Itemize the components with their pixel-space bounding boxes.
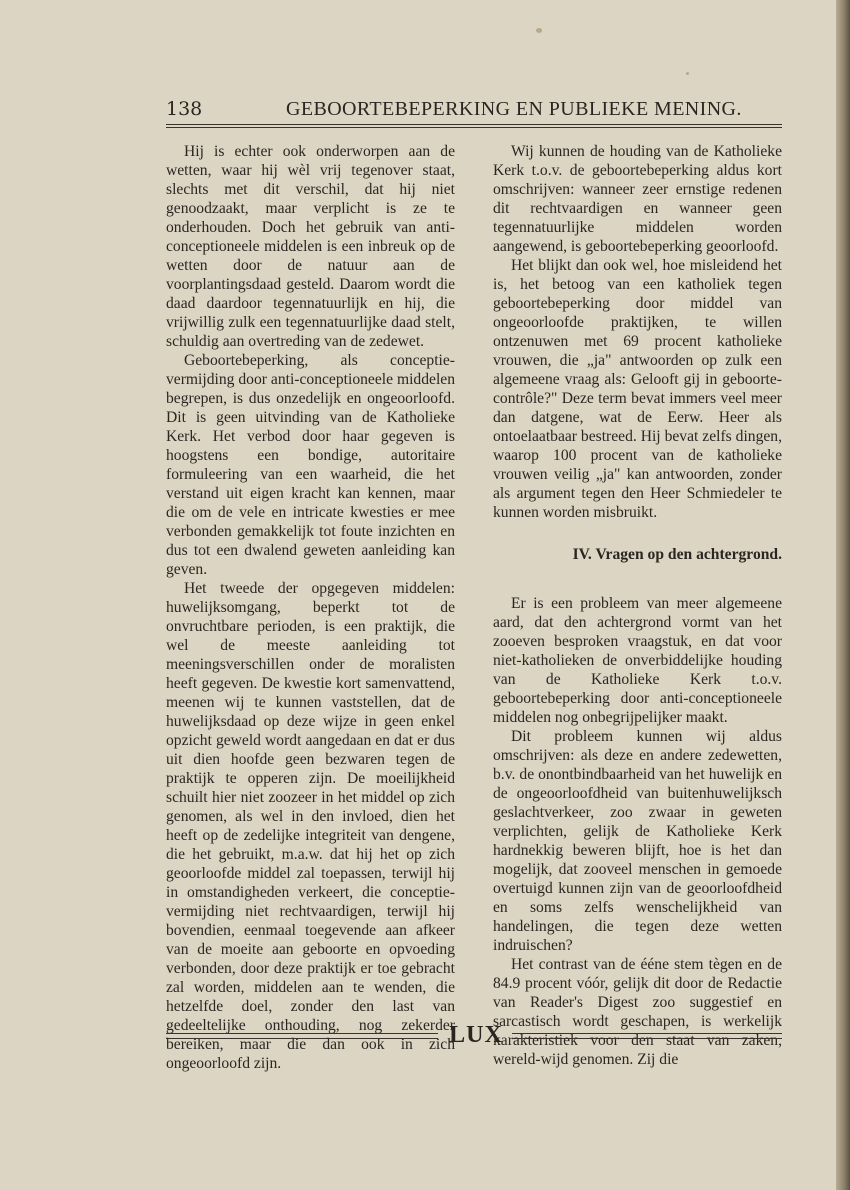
- paragraph: Het contrast van de ééne stem tègen en de 84.9 procent vóór, gelijk dit door de Redactie van Reader's Digest zoo suggestief en sarcastisch wordt geschapen, is werkelijk karakteristiek voor den staat van zaken, wereld-wijd genomen. Zij die: [493, 956, 782, 1068]
- page-footer: [166, 1022, 782, 1050]
- section-heading: IV. Vragen op den achtergrond.: [572, 546, 782, 563]
- paragraph: Er is een probleem van meer algemeene aard, dat den achtergrond vormt van het zooeven besproken vraagstuk, en dat voor niet-katholieken de onverbiddelijke houding van de Katholieke Kerk t.o.v. geboortebeperking door anti-conceptioneele middelen nog onbegrijpelijker maakt.: [493, 595, 782, 726]
- paragraph: Het tweede der opgegeven middelen: huwelijksomgang, beperkt tot de onvruchtbare perioden, is een praktijk, die wel de meeste aanleiding tot meeningsverschillen onder de moralisten heeft gegeven. De kwestie kort samenvattend, meenen wij te kunnen vaststellen, dat de huwelijksdaad op deze wijze in geen enkel opzicht geweld wordt aangedaan en dat er dus uit dien hoofde geen bezwaren tegen de praktijk te opperen zijn. De moeilijkheid schuilt hier niet zoozeer in het middel op zich genomen, als wel in den invloed, dien het heeft op de zedelijke integriteit van dengene, die het gebruikt, m.a.w. dat hij het op zich geoorloofde middel zal toepassen, terwijl hij in omstandigheden verkeert, die conceptie-vermijding niet rechtvaardigen, terwijl hij bovendien, eenmaal toegevende aan afkeer van de moeite aan geboorte en opvoeding verbonden, door deze praktijk er toe gebracht zal worden, middelen aan te wenden, die hetzelfde doel, zonder den last van gedeeltelijke onthouding, nog zekerder bereiken, maar die dan ook in zich ongeoorloofd zijn.: [166, 580, 455, 1072]
- footer-rule-right: [512, 1033, 782, 1039]
- paragraph: Dit probleem kunnen wij aldus omschrijven: als deze en andere zedewetten, b.v. de onontbindbaarheid van het huwelijk en de ongeoorloofdheid van buitenhuwelijksch geslachtverkeer, zoo zwaar in geweten verplichten, gelijk de Katholieke Kerk hardnekkig beweren blijft, hoe is het dan mogelijk, dat zooveel menschen in gemoede overtuigd kunnen zijn van de geoorloofdheid en soms zelfs wenschelijkheid van handelingen, die tegen deze wetten indruischen?: [493, 728, 782, 954]
- paragraph: Het blijkt dan ook wel, hoe misleidend het is, het betoog van een katholiek tegen geboortebeperking door middel van ongeoorloofde praktijken, te willen ontzenuwen met 69 procent katholieke vrouwen, die „ja" antwoorden op zulk een algemeene vraag als: Gelooft gij in geboorte-contrôle?" Deze term bevat immers veel meer dan datgene, wat de Eerw. Heer als ontoelaatbaar bestreed. Hij bevat zelfs dingen, waarop 100 procent van de katholieke vrouwen veilig „ja" kan antwoorden, zonder als argument tegen den Heer Schmiedeler te kunnen worden misbruikt.: [493, 257, 782, 521]
- paragraph: Wij kunnen de houding van de Katholieke Kerk t.o.v. de geboortebeperking aldus kort omschrijven: wanneer zeer ernstige redenen dit rechtvaardigen en wanneer geen tegennatuurlijke middelen worden aangewend, is geboortebeperking geoorloofd.: [493, 143, 782, 255]
- paragraph: Hij is echter ook onderworpen aan de wetten, waar hij wèl vrij tegenover staat, slechts met dit verschil, dat hij niet genoodzaakt, maar verplicht is ze te onderhouden. Doch het gebruik van anti-conceptioneele middelen is een inbreuk op de wetten door de natuur aan de voorplantingsdaad gesteld. Daarom wordt die daad daardoor tegennatuurlijk en hij, die vrijwillig zulk een tegennatuurlijke daad stelt, schuldig aan overtreding van de zedewet.: [166, 143, 455, 350]
- running-title: GEBOORTEBEPERKING EN PUBLIEKE MENING.: [286, 98, 742, 120]
- right-column: [493, 142, 782, 1069]
- page-number: 138: [166, 98, 203, 120]
- paper-speck: [536, 28, 542, 33]
- lux-logo: LUX: [449, 1022, 503, 1048]
- paper-speck: [686, 72, 689, 75]
- left-column: [166, 142, 455, 1073]
- page-header: [166, 98, 782, 124]
- paragraph: Geboortebeperking, als conceptie-vermijding door anti-conceptioneele middelen begrepen, is dus onzedelijk en ongeoorloofd. Dit is geen uitvinding van de Katholieke Kerk. Het verbod door haar gegeven is hoogstens een bondige, autoritaire formuleering van een waarheid, die het verstand uit eigen kracht kan kennen, maar die om de vele en intricate kwesties er mee verbonden gemakkelijk tot foute inzichten en dus tot een dwalend geweten aanleiding kan geven.: [166, 352, 455, 578]
- header-rule: [166, 124, 782, 128]
- footer-rule-left: [166, 1033, 438, 1039]
- page-edge-shadow: [836, 0, 850, 1190]
